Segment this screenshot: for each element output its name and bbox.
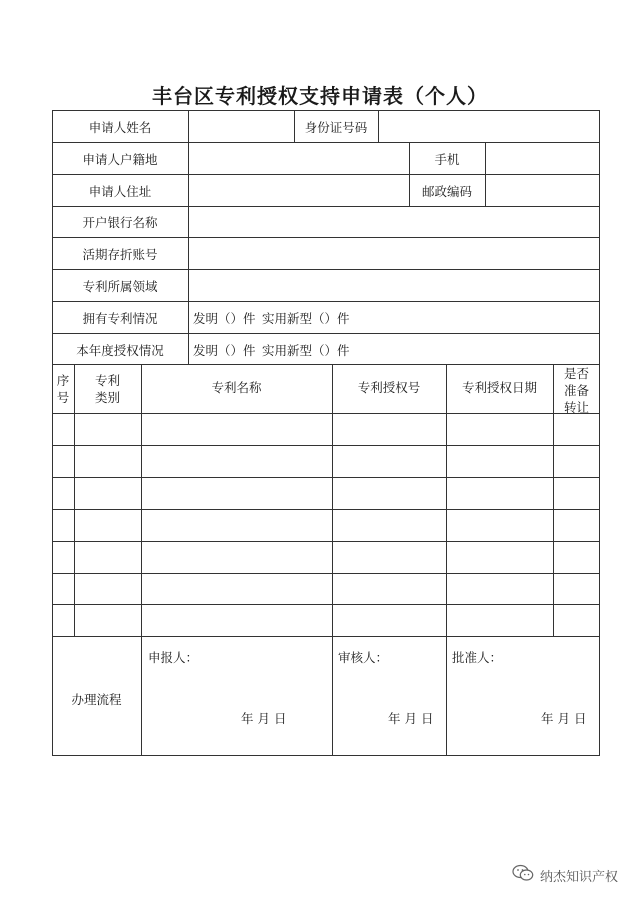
header-grant-date: 专利授权日期	[461, 380, 537, 395]
declarant-date: 年 月 日	[241, 711, 287, 726]
phone-label: 手机	[434, 152, 460, 167]
footer-text: 纳杰知识产权	[539, 870, 618, 885]
household-label: 申请人户籍地	[82, 152, 158, 167]
granted-utility-count: 实用新型（）件	[262, 343, 350, 358]
header-category: 专利 类别	[94, 373, 120, 405]
header-seq: 序 号	[56, 373, 70, 405]
form-title: 丰台区专利授权支持申请表（个人）	[152, 84, 488, 108]
reviewer-date: 年 月 日	[388, 711, 434, 726]
header-patent-name: 专利名称	[211, 380, 262, 395]
header-grant-number: 专利授权号	[357, 380, 421, 395]
granted-this-year-label: 本年度授权情况	[76, 343, 164, 358]
declarant-label: 申报人：	[148, 650, 199, 665]
patent-field-label: 专利所属领域	[82, 279, 158, 294]
approver-label: 批准人：	[452, 650, 503, 665]
postcode-label: 邮政编码	[421, 184, 472, 199]
address-label: 申请人住址	[88, 184, 152, 199]
granted-invention-count: 发明（）件	[193, 343, 256, 358]
owned-invention-count: 发明（）件	[193, 311, 256, 326]
header-transfer: 是否 准备 转让	[563, 366, 589, 415]
approver-date: 年 月 日	[541, 711, 587, 726]
process-label: 办理流程	[71, 692, 122, 707]
applicant-name-label: 申请人姓名	[88, 120, 152, 135]
account-label: 活期存折账号	[82, 247, 158, 262]
wechat-icon	[512, 864, 534, 882]
footer-watermark	[540, 866, 618, 885]
owned-patents-label: 拥有专利情况	[82, 311, 158, 326]
owned-utility-count: 实用新型（）件	[262, 311, 350, 326]
reviewer-label: 审核人：	[338, 650, 389, 665]
bank-name-label: 开户银行名称	[82, 215, 158, 230]
id-number-label: 身份证号码	[304, 120, 368, 135]
